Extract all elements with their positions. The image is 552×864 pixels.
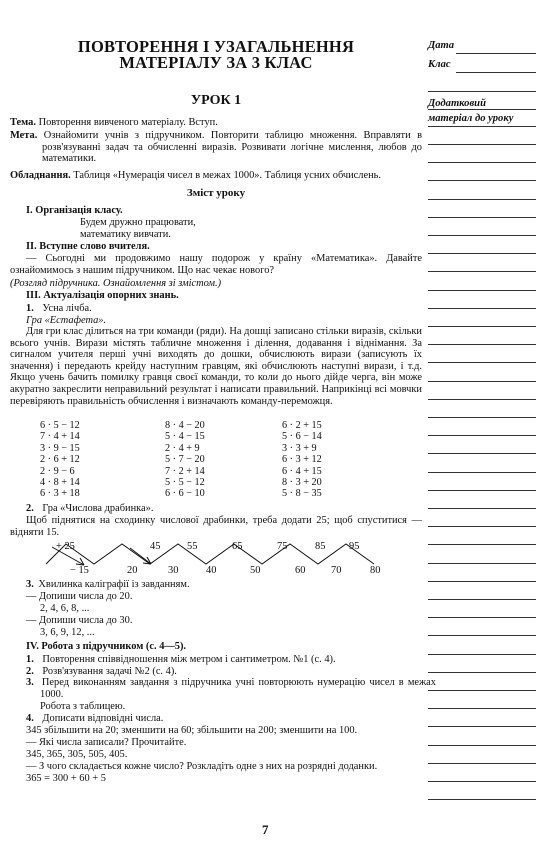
expr: 2 · 6 + 12 xyxy=(40,454,80,466)
expr: 7 · 4 + 14 xyxy=(40,431,80,443)
item-number: 3. xyxy=(26,579,34,590)
expr: 3 · 9 − 15 xyxy=(40,442,80,454)
margin-line xyxy=(428,508,536,509)
item-number: 2. xyxy=(26,666,34,677)
margin-line xyxy=(428,290,536,291)
section-2-heading: ІІ. Вступне слово вчителя. xyxy=(26,241,150,252)
item-number: 2. xyxy=(26,503,34,514)
ladder-bottom-value: 40 xyxy=(206,565,217,576)
item-text: Усна лічба. xyxy=(42,303,92,314)
expr: 6 · 2 + 15 xyxy=(282,420,322,431)
expr: 3 · 3 + 9 xyxy=(282,442,317,454)
section-4-line-4: — З чого складається кожне число? Розкладіть одне з них на розрядні доданки. xyxy=(26,761,378,772)
ladder-description: Щоб піднятися на сходинку числової драбинки, треба додати 25; щоб спуститися — відняти 15. xyxy=(10,515,422,538)
section-4-line-1: 345 збільшити на 20; зменшити на 60; збільшити на 200; зменшити на 100. xyxy=(26,725,358,736)
section-3-heading: ІІІ. Актуалізація опорних знань. xyxy=(26,290,179,301)
goal-text: Ознайомити учнів з підручником. Повторити таблицю множення. Вправляти в розв'язуванні задач та обчисленні виразів. Розвивати логічне мислення, любов до математики. xyxy=(42,130,422,165)
equipment-label: Обладнання. xyxy=(10,170,71,181)
margin-line xyxy=(428,308,536,309)
topic-text: Повторення вивченого матеріалу. Вступ. xyxy=(38,117,218,128)
expr: 8 · 3 + 20 xyxy=(282,477,322,489)
expr: 5 · 6 − 14 xyxy=(282,431,322,443)
margin-line xyxy=(428,326,536,327)
chapter-title-line2: МАТЕРІАЛУ ЗА 3 КЛАС xyxy=(119,53,313,72)
margin-line xyxy=(428,271,536,272)
ladder-bottom-value: 60 xyxy=(295,565,306,576)
expr: 5 · 7 − 20 xyxy=(165,454,205,466)
margin-date-label: Дата xyxy=(428,40,455,51)
margin-line xyxy=(428,253,536,254)
expr: 8 · 4 − 20 xyxy=(165,420,205,431)
content-heading: Зміст уроку xyxy=(186,187,246,199)
equipment-line xyxy=(10,170,422,182)
calligraphy-task-1: — Допиши числа до 20. xyxy=(26,591,133,602)
margin-date-line xyxy=(456,53,536,54)
ladder-minus-label: − 15 xyxy=(70,565,89,576)
ladder-top-value: 65 xyxy=(232,541,243,552)
item-text: Повторення співвідношення між метром і сантиметром. №1 (с. 4). xyxy=(42,654,336,665)
ladder-bottom-value: 50 xyxy=(250,565,261,576)
expr: 5 · 5 − 12 xyxy=(165,477,205,489)
margin-line xyxy=(428,417,536,418)
ladder-bottom-value: 20 xyxy=(127,565,138,576)
margin-line xyxy=(428,472,536,473)
margin-line xyxy=(428,654,536,655)
expr: 6 · 5 − 12 xyxy=(40,420,80,431)
margin-line xyxy=(428,235,536,236)
margin-line xyxy=(428,690,536,691)
item-number: 3. xyxy=(26,677,34,688)
ladder-bottom-value: 80 xyxy=(370,565,381,576)
section-2-note: (Розгляд підручника. Ознайомлення зі змістом.) xyxy=(10,278,222,289)
section-4-item-3 xyxy=(26,677,436,700)
expr: 4 · 8 + 14 xyxy=(40,477,80,489)
margin-extra-label-2: матеріал до уроку xyxy=(428,113,514,124)
poem-line-2: математику вивчати. xyxy=(80,229,171,240)
page-number: 7 xyxy=(262,822,269,837)
number-ladder-diagram xyxy=(38,538,398,578)
item-number: 4. xyxy=(26,713,34,724)
calligraphy-sequence-2: 3, 6, 9, 12, ... xyxy=(40,627,95,638)
margin-line xyxy=(428,708,536,709)
ladder-bottom-value: 70 xyxy=(331,565,342,576)
margin-line xyxy=(428,91,536,92)
expr: 6 · 4 + 15 xyxy=(282,465,322,477)
ladder-top-value: 75 xyxy=(277,541,288,552)
expressions-table xyxy=(40,420,322,500)
margin-line xyxy=(428,544,536,545)
ladder-bottom-value: 30 xyxy=(168,565,179,576)
margin-line xyxy=(428,563,536,564)
margin-line xyxy=(428,745,536,746)
margin-class-line xyxy=(456,72,536,73)
game-1-title: Гра «Естафета». xyxy=(26,315,107,326)
chapter-title-line1: ПОВТОРЕННЯ І УЗАГАЛЬНЕННЯ xyxy=(77,37,355,56)
ladder-top-value: 45 xyxy=(150,541,161,552)
margin-line xyxy=(428,672,536,673)
margin-line xyxy=(428,526,536,527)
margin-line xyxy=(428,635,536,636)
item-text: Розв'язування задачі №2 (с. 4). xyxy=(42,666,177,677)
item-text: Гра «Числова драбинка». xyxy=(42,503,154,514)
equipment-text: Таблиця «Нумерація чисел в межах 1000». Таблиця усних обчислень. xyxy=(73,170,381,181)
item-number: 1. xyxy=(26,303,34,314)
margin-line xyxy=(428,799,536,800)
margin-line xyxy=(428,217,536,218)
item-text: Перед виконанням завдання з підручника учні повторюють нумерацію чисел в межах 1000. xyxy=(40,677,436,700)
margin-line xyxy=(428,381,536,382)
expr: 5 · 8 − 35 xyxy=(282,488,322,500)
section-1-heading: І. Організація класу. xyxy=(26,205,123,216)
game-1-description: Для гри клас ділиться на три команди (ряди). На дошці записано стільки виразів, скільки всього учнів. Вирази містять табличне множення і ділення, додавання і віднімання. За сигналом учителя перші учні виходять до дошки, обчислюють вирази (записують їх значення) і передають крейду наступним гравцям, які обчислюють наступні вирази, і т.д. Якщо учень бачить помилку гравця своєї команди, то коли до нього дійде черга, він може акуратно закреслити неправильний результат і написати правильний. Наприкінці всі мовчки перевіряють правильність обчислення і визначають команду-переможця. xyxy=(10,326,422,407)
topic-label: Тема. xyxy=(10,117,36,128)
ladder-top-value: 55 xyxy=(187,541,198,552)
poem-line-1: Будем дружно працювати, xyxy=(80,217,196,228)
margin-line xyxy=(428,399,536,400)
margin-line xyxy=(428,617,536,618)
goal-label: Мета. xyxy=(10,130,38,141)
margin-class-label: Клас xyxy=(428,59,451,70)
margin-line xyxy=(428,490,536,491)
ladder-top-value: 85 xyxy=(315,541,326,552)
margin-line xyxy=(428,781,536,782)
section-4-line-5: 365 = 300 + 60 + 5 xyxy=(26,773,106,784)
ladder-top-value: 95 xyxy=(349,541,360,552)
arrow-shaft xyxy=(130,548,151,564)
section-4-heading: IV. Робота з підручником (с. 4—5). xyxy=(26,641,187,652)
goal-paragraph xyxy=(10,130,422,165)
margin-line xyxy=(428,109,536,110)
lesson-title: УРОК 1 xyxy=(190,93,242,108)
margin-line xyxy=(428,199,536,200)
section-4-item-3-note: Робота з таблицею. xyxy=(40,701,126,712)
item-text: Дописати відповідні числа. xyxy=(42,713,164,724)
expr: 6 · 6 − 10 xyxy=(165,488,205,500)
margin-line xyxy=(428,435,536,436)
section-2-text: — Сьогодні ми продовжимо нашу подорож у країну «Математика». Давайте ознайомимось з нашим підручником. Що нас чекає нового? xyxy=(10,253,422,276)
section-4-line-2: — Які числа записали? Прочитайте. xyxy=(26,737,187,748)
expr: 7 · 2 + 14 xyxy=(165,465,205,477)
margin-line xyxy=(428,581,536,582)
margin-line xyxy=(428,126,536,127)
section-4-line-3: 345, 365, 305, 505, 405. xyxy=(26,749,128,760)
margin-line xyxy=(428,162,536,163)
ladder-plus-label: + 25 xyxy=(56,541,75,552)
item-number: 1. xyxy=(26,654,34,665)
margin-line xyxy=(428,362,536,363)
margin-line xyxy=(428,726,536,727)
expr: 5 · 4 − 15 xyxy=(165,431,205,443)
expr: 2 · 9 − 6 xyxy=(40,465,75,477)
section-3-item-2 xyxy=(26,502,153,515)
margin-line xyxy=(428,180,536,181)
margin-line xyxy=(428,144,536,145)
expr: 2 · 4 + 9 xyxy=(165,442,200,454)
margin-line xyxy=(428,599,536,600)
expr: 6 · 3 + 12 xyxy=(282,454,322,466)
calligraphy-task-2: — Допиши числа до 30. xyxy=(26,615,133,626)
calligraphy-sequence-1: 2, 4, 6, 8, ... xyxy=(40,603,90,614)
topic-line xyxy=(10,117,422,129)
margin-line xyxy=(428,344,536,345)
margin-extra-label-1: Додатковий xyxy=(428,98,486,109)
item-text: Хвилинка каліграфії із завданням. xyxy=(38,579,190,590)
expr: 6 · 3 + 18 xyxy=(40,488,80,500)
margin-line xyxy=(428,453,536,454)
margin-line xyxy=(428,763,536,764)
